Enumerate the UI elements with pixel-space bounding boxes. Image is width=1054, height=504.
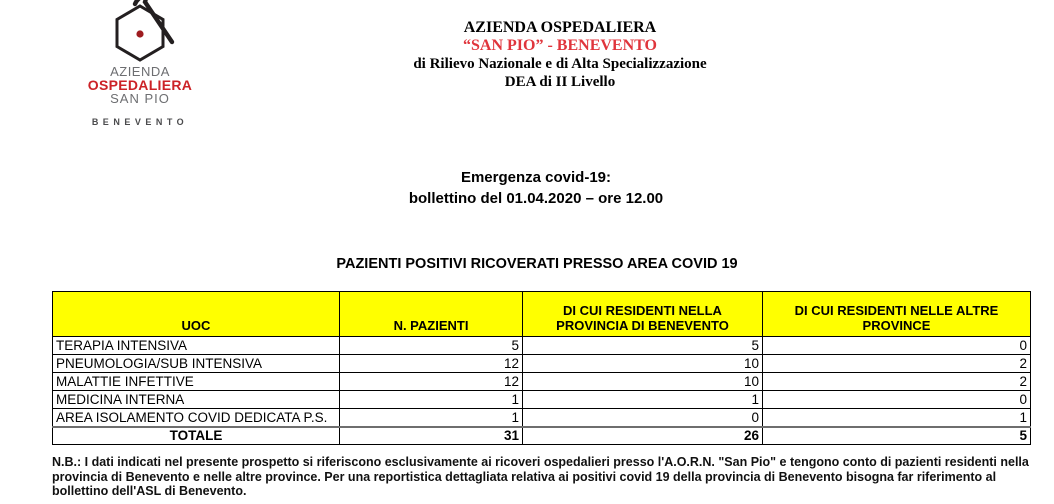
cell-uoc: MEDICINA INTERNA [53,391,340,409]
cell-benevento: 1 [523,391,763,409]
cell-altre: 1 [763,409,1031,427]
total-label: TOTALE [53,427,340,445]
total-benevento: 26 [523,427,763,445]
cell-uoc: MALATTIE INFETTIVE [53,373,340,391]
letterhead-dea-level: DEA di II Livello [504,74,616,90]
table-total-row [53,427,1031,445]
cell-altre: 2 [763,373,1031,391]
table-row [53,337,1031,355]
table-row [53,409,1031,427]
table-row [53,355,1031,373]
bulletin-heading [18,167,1054,209]
bulletin-date: bollettino del 01.04.2020 – ore 12.00 [408,190,664,207]
cell-altre: 0 [763,391,1031,409]
table-row [53,391,1031,409]
cell-pazienti: 1 [340,409,523,427]
cell-benevento: 10 [523,355,763,373]
logo-text-sanpio: SAN PIO [110,91,170,106]
letterhead-hospital-name: AZIENDA OSPEDALIERA [463,19,657,36]
cell-benevento: 5 [523,337,763,355]
column-header-residenti-altre: DI CUI RESIDENTI NELLE ALTRE PROVINCE [763,292,1031,337]
cell-uoc: AREA ISOLAMENTO COVID DEDICATA P.S. [53,409,340,427]
total-pazienti: 31 [340,427,523,445]
footnote: N.B.: I dati indicati nel presente prospetto si riferiscono esclusivamente ai ricoveri ospedalieri presso l'A.O.R.N. "San Pio" e tengono conto di pazienti residenti nella provincia di Benevento e nelle altre province. Per una reportistica dettagliata relativa ai positivi covid 19 della provincia di Benevento bisogna far riferimento al bollettino dell'ASL di Benevento. [52,455,1029,498]
column-header-n-pazienti: N. PAZIENTI [340,292,523,337]
logo-text-ospedaliera: OSPEDALIERA [87,77,193,93]
logo-text-benevento: BENEVENTO [91,117,189,127]
cell-pazienti: 12 [340,373,523,391]
logo-text-azienda: AZIENDA [110,64,170,79]
bulletin-title: Emergenza covid-19: [460,169,612,186]
column-header-uoc: UOC [53,292,340,337]
cell-altre: 2 [763,355,1031,373]
letterhead-subtitle: di Rilievo Nazionale e di Alta Specializzazione [413,56,707,72]
letterhead-sanpio-benevento: “SAN PIO” - BENEVENTO [463,37,657,54]
cell-benevento: 10 [523,373,763,391]
cell-pazienti: 12 [340,355,523,373]
letterhead [66,19,1054,91]
cell-uoc: TERAPIA INTENSIVA [53,337,340,355]
covid-patients-table [52,291,1031,445]
cell-pazienti: 5 [340,337,523,355]
cell-pazienti: 1 [340,391,523,409]
table-row [53,373,1031,391]
cell-benevento: 0 [523,409,763,427]
table-title: PAZIENTI POSITIVI RICOVERATI PRESSO AREA COVID 19 [336,256,738,272]
cell-altre: 0 [763,337,1031,355]
column-header-residenti-benevento: DI CUI RESIDENTI NELLA PROVINCIA DI BENEVENTO [523,292,763,337]
table-header-row [53,292,1031,337]
cell-uoc: PNEUMOLOGIA/SUB INTENSIVA [53,355,340,373]
total-altre: 5 [763,427,1031,445]
